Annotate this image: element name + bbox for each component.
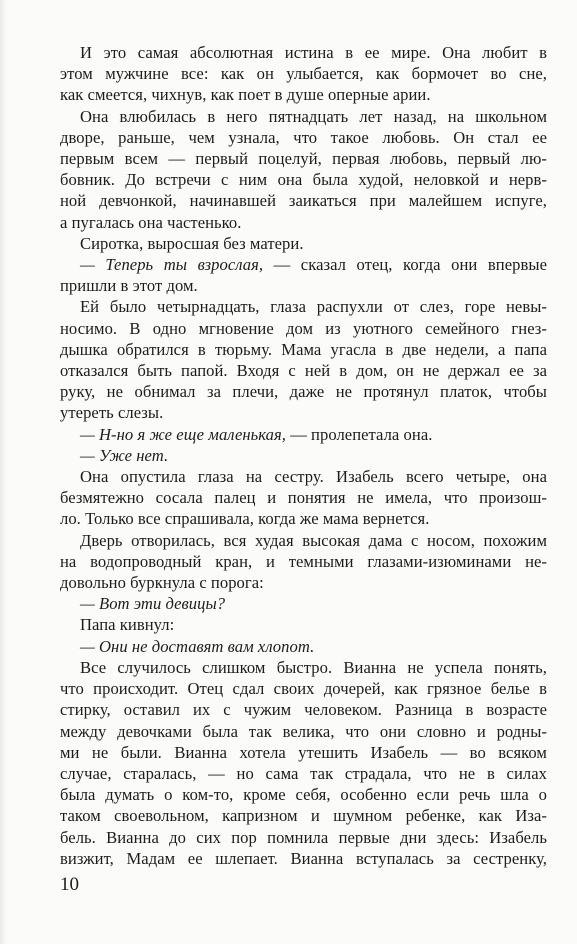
text-line <box>60 84 547 105</box>
paragraph <box>60 296 547 423</box>
italic-dialogue: — Вот эти девицы? <box>80 594 226 614</box>
paragraph <box>60 657 547 869</box>
line-text: визжит, Мадам ее шлепает. Вианна вступалась за сестренку, <box>60 848 547 868</box>
text-line <box>60 127 547 148</box>
line-text: таком своевольном, капризном и шумном ребенке, как Иза- <box>60 806 547 826</box>
line-text: Она влюбилась в него пятнадцать лет назад, на школьном <box>80 106 547 126</box>
text-line <box>60 148 547 169</box>
line-text: пришли в этот дом. <box>60 276 198 296</box>
page-edge-shadow <box>0 0 6 944</box>
text-line <box>60 657 547 678</box>
line-text: ло. Только все спрашивала, когда же мама вернется. <box>60 509 430 529</box>
text-line <box>60 636 547 657</box>
text-line <box>60 254 547 275</box>
paragraph <box>60 424 547 445</box>
paragraph <box>60 614 547 635</box>
paragraph <box>60 636 547 657</box>
paragraph <box>60 593 547 614</box>
text-line <box>60 530 547 551</box>
line-text: И это самая абсолютная истина в ее мире. Она любит в <box>80 43 547 62</box>
text-line <box>60 721 547 742</box>
line-text: безмятежно сосала палец и понятия не имела, что произош- <box>60 488 547 508</box>
line-text: была думать о ком-то, кроме себя, особенно если речь шла о <box>60 785 547 805</box>
line-text: бовник. До встречи с ним она была худой, неловкой и нерв- <box>60 170 547 190</box>
text-line <box>60 169 547 190</box>
text-line <box>60 742 547 763</box>
text-line <box>60 275 547 296</box>
text-line <box>60 402 547 423</box>
text-line <box>60 381 547 402</box>
text-line <box>60 106 547 127</box>
text-line <box>60 424 547 445</box>
text-line <box>60 508 547 529</box>
paragraph <box>60 254 547 296</box>
text-line <box>60 445 547 466</box>
text-line <box>60 593 547 614</box>
line-text: Дверь отворилась, вся худая высокая дама с носом, похожим <box>80 530 547 550</box>
line-text: этом мужчине все: как он улыбается, как бормочет во сне, <box>60 64 547 84</box>
paragraph <box>60 42 547 106</box>
line-text: Все случилось слишком быстро. Вианна не успела понять, <box>80 657 547 677</box>
paragraph <box>60 445 547 466</box>
line-text: Ей было четырнадцать, глаза распухли от слез, горе невы- <box>80 297 547 317</box>
text-line <box>60 212 547 233</box>
text-line <box>60 827 547 848</box>
line-text: руку, не обнимал за плечи, даже не протянул платок, чтобы <box>60 382 547 402</box>
paragraph <box>60 530 547 594</box>
page-number: 10 <box>60 874 79 895</box>
line-text: на водопроводный кран, и темными глазами-изюминами не- <box>60 551 547 571</box>
text-line <box>60 784 547 805</box>
italic-dialogue: — Они не доставят вам хлопот. <box>80 636 315 656</box>
text-line <box>60 42 547 63</box>
line-text: ной девчонкой, начинавшей заикаться при малейшем испуге, <box>60 191 547 211</box>
text-line <box>60 805 547 826</box>
line-text: Папа кивнул: <box>80 615 175 635</box>
line-text: бель. Вианна до сих пор помнила первые дни здесь: Изабель <box>60 827 547 847</box>
italic-dialogue: — Уже нет. <box>80 445 169 465</box>
text-line <box>60 339 547 360</box>
line-text: утереть слезы. <box>60 403 164 423</box>
line-text: между девочками была так велика, что они словно и родны- <box>60 721 547 741</box>
line-text: отказался быть папой. Входя с ней в дом, он не держал ее за <box>60 361 547 381</box>
line-text: первым всем — первый поцелуй, первая любовь, первый лю- <box>60 149 547 169</box>
line-text: — пролепетала она. <box>286 424 433 444</box>
text-line <box>60 678 547 699</box>
text-line <box>60 763 547 784</box>
paragraph <box>60 106 547 233</box>
line-text: как смеется, чихнув, как поет в душе оперные арии. <box>60 85 431 105</box>
line-text: ми не были. Вианна хотела утешить Изабель — во всяком <box>60 742 547 762</box>
line-text: дворе, раньше, чем узнала, что такое любовь. Он стал ее <box>60 127 547 147</box>
line-text: дышка обратился в тюрьму. Мама угасла в две недели, а папа <box>60 339 547 359</box>
text-line <box>60 572 547 593</box>
paragraph <box>60 233 547 254</box>
line-text: Она опустила глаза на сестру. Изабель всего четыре, она <box>80 467 547 487</box>
paragraph <box>60 466 547 530</box>
text-line <box>60 699 547 720</box>
italic-dialogue: — Теперь ты взрослая, <box>80 255 264 275</box>
text-line <box>60 487 547 508</box>
line-text: что происходит. Отец сдал своих дочерей, как грязное белье в <box>60 679 547 699</box>
line-text: — сказал отец, когда они впервые <box>263 255 547 275</box>
text-line <box>60 296 547 317</box>
text-line <box>60 190 547 211</box>
text-line <box>60 360 547 381</box>
italic-dialogue: — Н-но я же еще маленькая, <box>80 424 286 444</box>
body-text <box>60 42 547 869</box>
text-line <box>60 551 547 572</box>
line-text: носимо. В одно мгновение дом из уютного семейного гнез- <box>60 318 547 338</box>
line-text: а пугалась она частенько. <box>60 212 242 232</box>
text-line <box>60 63 547 84</box>
text-line <box>60 614 547 635</box>
text-line <box>60 233 547 254</box>
text-line <box>60 848 547 869</box>
line-text: довольно буркнула с порога: <box>60 573 264 593</box>
line-text: случае, старалась, — но сама так страдала, что не в силах <box>60 763 547 783</box>
line-text: Сиротка, выросшая без матери. <box>80 233 304 253</box>
text-line <box>60 318 547 339</box>
text-line <box>60 466 547 487</box>
line-text: стирку, оставил их с чужим человеком. Разница в возрасте <box>60 700 547 720</box>
